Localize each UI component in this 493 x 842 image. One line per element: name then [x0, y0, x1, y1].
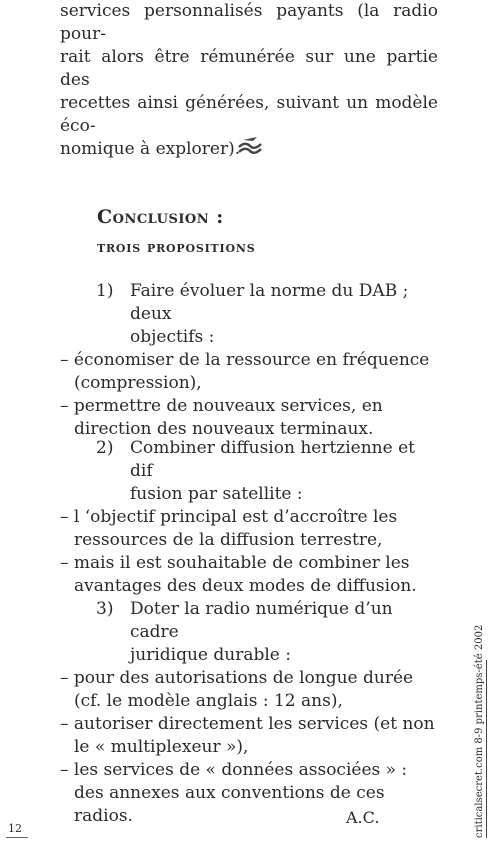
intro-line: services personnalisés payants (la radio pour-: [60, 1, 438, 44]
proposition-bullet: – l ‘objectif principal est d’accroître les ressources de la diffusion terrestre,: [60, 507, 398, 550]
author-signature: A.C.: [346, 808, 380, 827]
proposition-title-line: fusion par satellite :: [130, 484, 303, 504]
conclusion-heading: Conclusion :: [97, 206, 224, 228]
intro-line: rait alors être rémunérée sur une partie des: [60, 47, 438, 90]
page-number-rule: [6, 837, 28, 838]
proposition-number: 2): [96, 438, 114, 458]
proposition-title: [60, 598, 440, 667]
proposition-title: [60, 437, 440, 506]
proposition-number: 1): [96, 281, 114, 301]
proposition-title-line: Combiner diffusion hertzienne et dif: [130, 438, 415, 481]
proposition-title-line: juridique durable :: [130, 645, 292, 665]
proposition-title-line: Doter la radio numérique d’un cadre: [130, 599, 393, 642]
intro-line: nomique à explorer).: [60, 139, 241, 159]
intro-line: recettes ainsi générées, suivant un modèle éco-: [60, 93, 438, 136]
proposition-bullet: – économiser de la ressource en fréquence (compression),: [60, 350, 430, 393]
proposition-number: 3): [96, 599, 114, 619]
side-publication-text: criticalsecret.com 8-9 printemps-été 2002: [474, 624, 485, 838]
proposition-bullet: – permettre de nouveaux services, en direction des nouveaux terminaux.: [60, 396, 383, 439]
side-rule: [486, 660, 487, 838]
proposition-1: [60, 280, 440, 441]
proposition-bullet: – autoriser directement les services (et non le « multiplexeur »),: [60, 714, 435, 757]
proposition-bullet: – pour des autorisations de longue durée (cf. le modèle anglais : 12 ans),: [60, 668, 414, 711]
conclusion-subheading: trois propositions: [97, 238, 256, 256]
wave-ornament-icon: [237, 136, 263, 156]
proposition-title-line: objectifs :: [130, 327, 215, 347]
proposition-title-line: Faire évoluer la norme du DAB ; deux: [130, 281, 409, 324]
proposition-2: [60, 437, 440, 598]
proposition-bullet: – les services de « données associées » : des annexes aux conventions de ces radios.: [60, 760, 408, 826]
proposition-title: [60, 280, 440, 349]
proposition-3: [60, 598, 440, 828]
proposition-bullet: – mais il est souhaitable de combiner les avantages des deux modes de diffusion.: [60, 553, 417, 596]
page-number: 12: [8, 822, 22, 835]
